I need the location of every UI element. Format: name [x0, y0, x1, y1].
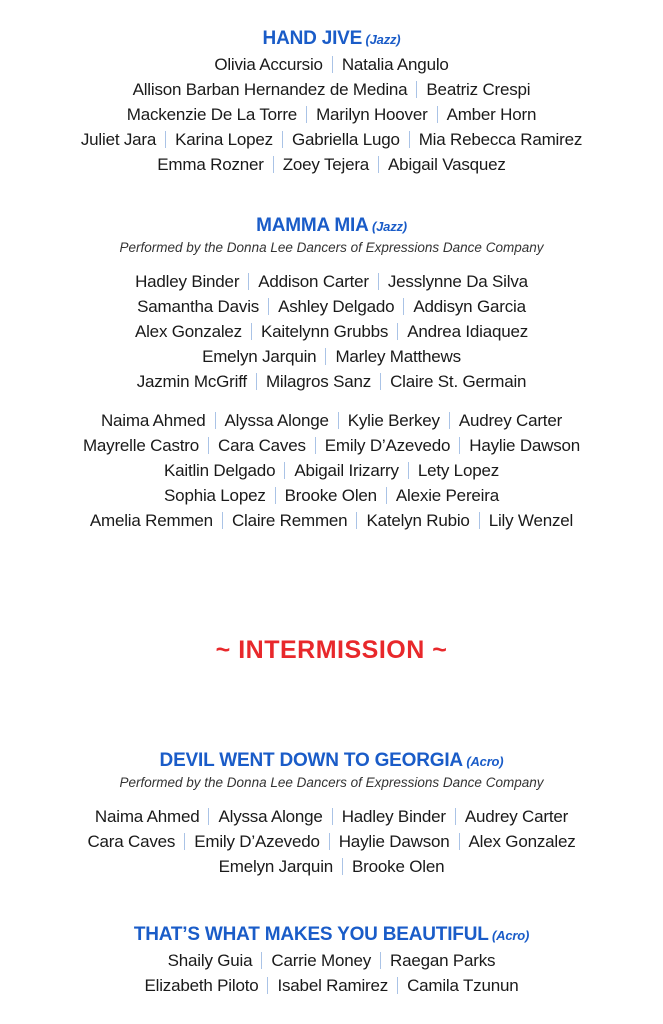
- name-separator: [275, 487, 276, 504]
- name-separator: [261, 952, 262, 969]
- dancer-name: Haylie Dawson: [338, 832, 450, 851]
- name-separator: [248, 273, 249, 290]
- dancer-line: [0, 433, 663, 458]
- dancer-line: [0, 369, 663, 394]
- name-separator: [409, 131, 410, 148]
- dancer-name: Lily Wenzel: [488, 511, 574, 530]
- dancer-name: Claire St. Germain: [390, 372, 527, 391]
- dancer-name: Alex Gonzalez: [468, 832, 576, 851]
- dancer-name: Raegan Parks: [390, 951, 496, 970]
- name-separator: [380, 373, 381, 390]
- dancer-name: Mackenzie De La Torre: [126, 105, 298, 124]
- dancer-name: Alyssa Alonge: [224, 411, 329, 430]
- name-separator: [342, 858, 343, 875]
- dancer-name: Shaily Guia: [167, 951, 253, 970]
- dancer-name: Emily D’Azevedo: [194, 832, 320, 851]
- name-separator: [397, 977, 398, 994]
- section-title-text: DEVIL WENT DOWN TO GEORGIA: [159, 750, 463, 771]
- name-separator: [455, 808, 456, 825]
- name-separator: [256, 373, 257, 390]
- performed-by-note: Performed by the Donna Lee Dancers of Expressions Dance Company: [119, 240, 544, 255]
- dancer-name: Emelyn Jarquin: [218, 857, 334, 876]
- dancer-name: Isabel Ramirez: [277, 976, 389, 995]
- name-separator: [332, 808, 333, 825]
- dancer-name: Mia Rebecca Ramirez: [418, 130, 583, 149]
- dancer-name: Olivia Accursio: [214, 55, 323, 74]
- dancer-group: [0, 408, 663, 533]
- intermission-heading: ~ INTERMISSION ~: [215, 636, 448, 664]
- dancer-group: [0, 269, 663, 394]
- dancer-name: Emily D’Azevedo: [324, 436, 451, 455]
- dancer-name: Ashley Delgado: [278, 297, 395, 316]
- dancer-line: [0, 319, 663, 344]
- dancer-name: Emma Rozner: [157, 155, 264, 174]
- section-hand-jive: [0, 27, 663, 177]
- name-separator: [356, 512, 357, 529]
- name-separator: [184, 833, 185, 850]
- section-devil-went-down-to-georgia: [0, 749, 663, 879]
- name-separator: [282, 131, 283, 148]
- section-title: [0, 27, 663, 52]
- name-separator: [408, 462, 409, 479]
- name-separator: [268, 298, 269, 315]
- dancer-name: Mayrelle Castro: [82, 436, 199, 455]
- name-separator: [449, 412, 450, 429]
- dancer-line: [0, 804, 663, 829]
- dancer-line: [0, 127, 663, 152]
- name-separator: [378, 273, 379, 290]
- name-separator: [459, 437, 460, 454]
- dancer-name: Andrea Idiaquez: [407, 322, 529, 341]
- dancer-name: Samantha Davis: [137, 297, 260, 316]
- dancer-line: [0, 948, 663, 973]
- dancer-name: Beatriz Crespi: [426, 80, 531, 99]
- dancer-name: Kaitlin Delgado: [163, 461, 276, 480]
- name-separator: [329, 833, 330, 850]
- name-separator: [284, 462, 285, 479]
- dancer-name: Kylie Berkey: [347, 411, 440, 430]
- section-title-text: HAND JIVE: [262, 28, 363, 49]
- dancer-name: Kaitelynn Grubbs: [260, 322, 389, 341]
- dancer-name: Alyssa Alonge: [218, 807, 323, 826]
- name-separator: [208, 808, 209, 825]
- name-separator: [338, 412, 339, 429]
- dancer-name: Juliet Jara: [80, 130, 157, 149]
- dancer-line: [0, 102, 663, 127]
- dance-style-label: (Jazz): [362, 32, 401, 47]
- dancer-name: Amelia Remmen: [89, 511, 213, 530]
- dancer-group: [0, 948, 663, 998]
- dancer-name: Hadley Binder: [341, 807, 446, 826]
- dancer-line: [0, 152, 663, 177]
- name-separator: [315, 437, 316, 454]
- dancer-name: Naima Ahmed: [100, 411, 206, 430]
- dancer-name: Abigail Vasquez: [388, 155, 506, 174]
- name-separator: [306, 106, 307, 123]
- section-title-text: THAT’S WHAT MAKES YOU BEAUTIFUL: [133, 924, 489, 945]
- dancer-name: Marilyn Hoover: [316, 105, 428, 124]
- section-mamma-mia: [0, 214, 663, 533]
- name-separator: [332, 56, 333, 73]
- dancer-group: [0, 52, 663, 177]
- dancer-name: Alexie Pereira: [395, 486, 499, 505]
- dancer-name: Jesslynne Da Silva: [387, 272, 528, 291]
- dance-style-label: (Acro): [488, 928, 530, 943]
- name-separator: [380, 952, 381, 969]
- dancer-line: [0, 483, 663, 508]
- name-separator: [416, 81, 417, 98]
- name-separator: [267, 977, 268, 994]
- name-separator: [273, 156, 274, 173]
- dancer-name: Katelyn Rubio: [366, 511, 470, 530]
- dancer-group: [0, 804, 663, 879]
- name-separator: [397, 323, 398, 340]
- dancer-name: Hadley Binder: [135, 272, 240, 291]
- name-separator: [386, 487, 387, 504]
- dancer-name: Karina Lopez: [175, 130, 273, 149]
- name-separator: [378, 156, 379, 173]
- dancer-line: [0, 294, 663, 319]
- dancer-name: Elizabeth Piloto: [144, 976, 259, 995]
- name-separator: [325, 348, 326, 365]
- name-separator: [165, 131, 166, 148]
- dancer-line: [0, 854, 663, 879]
- dancer-line: [0, 408, 663, 433]
- dancer-name: Audrey Carter: [464, 807, 569, 826]
- dancer-name: Addison Carter: [258, 272, 369, 291]
- dancer-name: Cara Caves: [218, 436, 306, 455]
- dancer-name: Natalia Angulo: [341, 55, 449, 74]
- dancer-name: Allison Barban Hernandez de Medina: [132, 80, 408, 99]
- section-title: [0, 923, 663, 948]
- section-title: [0, 214, 663, 239]
- dancer-name: Naima Ahmed: [94, 807, 200, 826]
- dancer-name: Marley Matthews: [335, 347, 461, 366]
- dancer-name: Claire Remmen: [231, 511, 348, 530]
- dancer-line: [0, 508, 663, 533]
- dancer-name: Gabriella Lugo: [291, 130, 400, 149]
- name-separator: [437, 106, 438, 123]
- section-title-text: MAMMA MIA: [256, 215, 369, 236]
- dancer-name: Emelyn Jarquin: [202, 347, 317, 366]
- name-separator: [208, 437, 209, 454]
- dancer-line: [0, 52, 663, 77]
- name-separator: [251, 323, 252, 340]
- dancer-name: Lety Lopez: [417, 461, 500, 480]
- dancer-name: Audrey Carter: [458, 411, 563, 430]
- dance-style-label: (Acro): [462, 754, 504, 769]
- dancer-line: [0, 269, 663, 294]
- dancer-name: Zoey Tejera: [282, 155, 370, 174]
- dancer-name: Camila Tzunun: [407, 976, 519, 995]
- dancer-line: [0, 973, 663, 998]
- name-separator: [215, 412, 216, 429]
- dancer-name: Brooke Olen: [352, 857, 445, 876]
- dancer-name: Abigail Irizarry: [294, 461, 399, 480]
- section-thats-what-makes-you-beautiful: [0, 923, 663, 998]
- dancer-name: Haylie Dawson: [469, 436, 581, 455]
- name-separator: [222, 512, 223, 529]
- dancer-name: Carrie Money: [271, 951, 372, 970]
- name-separator: [403, 298, 404, 315]
- performed-by-note: Performed by the Donna Lee Dancers of Expressions Dance Company: [119, 775, 544, 790]
- dancer-line: [0, 829, 663, 854]
- dancer-name: Sophia Lopez: [164, 486, 266, 505]
- dancer-name: Milagros Sanz: [265, 372, 372, 391]
- dance-style-label: (Jazz): [368, 219, 407, 234]
- dancer-line: [0, 77, 663, 102]
- dancer-name: Jazmin McGriff: [136, 372, 247, 391]
- dancer-line: [0, 458, 663, 483]
- dancer-name: Amber Horn: [446, 105, 537, 124]
- dancer-line: [0, 344, 663, 369]
- dancer-name: Cara Caves: [87, 832, 176, 851]
- name-separator: [479, 512, 480, 529]
- dancer-name: Addisyn Garcia: [413, 297, 526, 316]
- dancer-name: Alex Gonzalez: [134, 322, 242, 341]
- name-separator: [459, 833, 460, 850]
- dancer-name: Brooke Olen: [284, 486, 377, 505]
- section-title: [0, 749, 663, 774]
